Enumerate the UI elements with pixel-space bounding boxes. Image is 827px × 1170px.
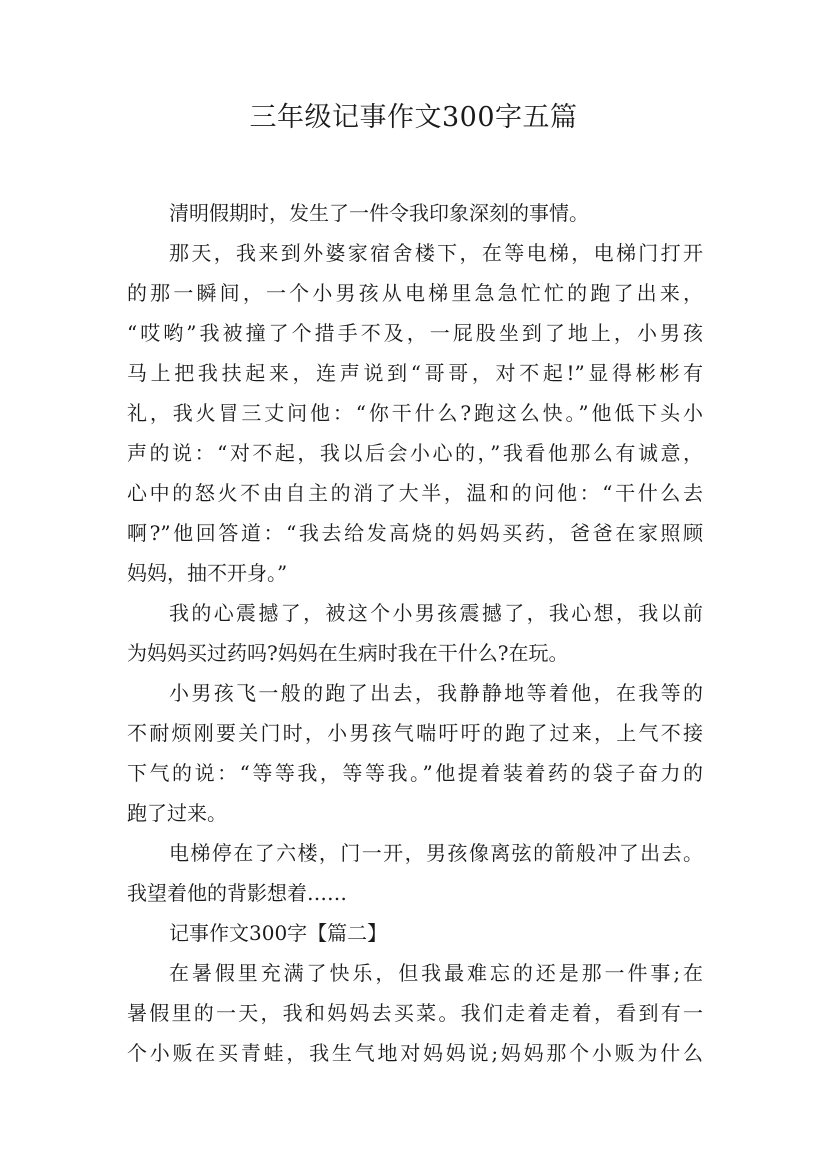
text-line: 我望着他的背影想着……: [127, 881, 347, 905]
text-line: 下气的说：“等等我，等等我。”他提着装着药的袋子奋力的: [127, 761, 703, 785]
text-line: 马上把我扶起来，连声说到“哥哥，对不起!”显得彬彬有: [127, 361, 703, 385]
text-line: 不耐烦刚要关门时，小男孩气喘吁吁的跑了过来，上气不接: [127, 721, 703, 745]
text-line: 电梯停在了六楼，门一开，男孩像离弦的箭般冲了出去。: [169, 841, 703, 865]
text-line: 跑了过来。: [127, 801, 227, 825]
document-title: 三年级记事作文300字五篇: [249, 102, 578, 133]
text-line: 暑假里的一天，我和妈妈去买菜。我们走着走着，看到有一: [127, 1001, 703, 1025]
text-line: 清明假期时，发生了一件令我印象深刻的事情。: [169, 201, 589, 225]
text-line: 啊?”他回答道：“我去给发高烧的妈妈买药，爸爸在家照顾: [127, 521, 703, 545]
text-line: 声的说：“对不起，我以后会小心的，”我看他那么有诚意，: [127, 441, 703, 465]
document-body: [127, 193, 703, 1073]
text-line: “哎哟”我被撞了个措手不及，一屁股坐到了地上，小男孩: [127, 321, 703, 345]
section-heading: 记事作文300字【篇二】: [169, 921, 388, 945]
text-line: 为妈妈买过药吗?妈妈在生病时我在干什么?在玩。: [127, 641, 569, 665]
text-line: 妈妈，抽不开身。”: [127, 561, 288, 585]
text-line: 礼，我火冒三丈问他：“你干什么?跑这么快。”他低下头小: [127, 401, 703, 425]
text-line: 个小贩在买青蛙，我生气地对妈妈说;妈妈那个小贩为什么: [127, 1041, 703, 1065]
text-line: 那天，我来到外婆家宿舍楼下，在等电梯，电梯门打开: [169, 241, 703, 265]
text-line: 心中的怒火不由自主的消了大半，温和的问他：“干什么去: [127, 481, 703, 505]
text-line: 在暑假里充满了快乐，但我最难忘的还是那一件事;在: [169, 961, 703, 985]
text-line: 我的心震撼了，被这个小男孩震撼了，我心想，我以前: [169, 601, 703, 625]
text-line: 的那一瞬间，一个小男孩从电梯里急急忙忙的跑了出来，: [127, 281, 703, 305]
text-line: 小男孩飞一般的跑了出去，我静静地等着他，在我等的: [169, 681, 703, 705]
